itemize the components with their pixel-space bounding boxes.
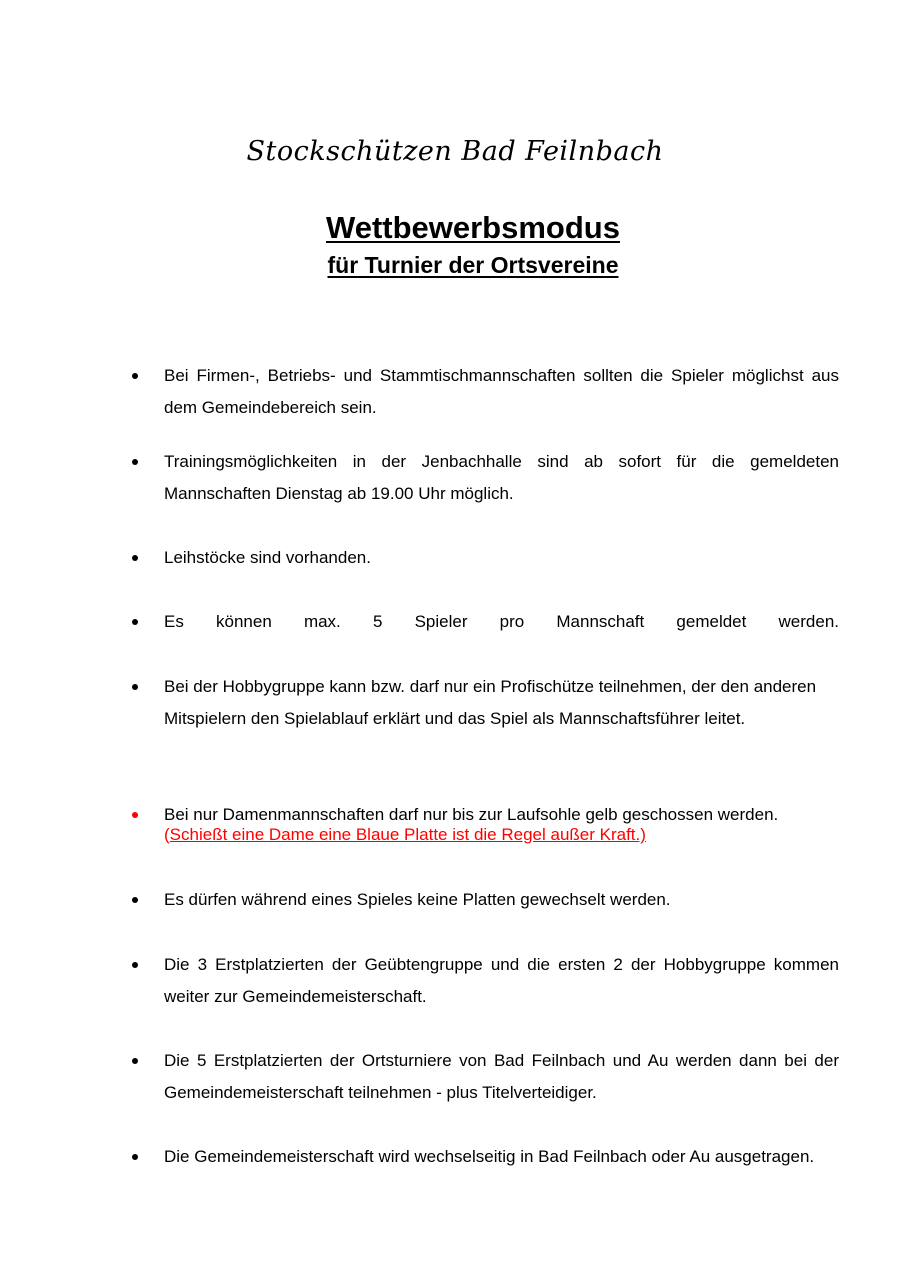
rule-text: Die Gemeindemeisterschaft wird wechselseitig in Bad Feilnbach oder Au ausgetragen. <box>164 1147 815 1166</box>
rule-word: gemeldet <box>676 612 747 631</box>
rule-word: Spieler <box>414 612 468 631</box>
rule-text: Die 3 Erstplatzierten der Geübtengruppe und die ersten 2 der Hobbygruppe kommen weiter zur Gemeindemeisterschaft. <box>164 955 839 1006</box>
rule-text <box>164 805 839 845</box>
club-name: Stockschützen Bad Feilnbach <box>246 136 664 167</box>
rule-word: Es <box>164 612 184 631</box>
rule-word: Mannschaft <box>556 612 645 631</box>
bullet-icon <box>128 1045 142 1077</box>
rule-main-text: Bei nur Damenmannschaften darf nur bis zur Laufsohle gelb geschossen werden. <box>164 805 779 824</box>
rule-text <box>164 606 839 638</box>
rule-text: Bei Firmen-, Betriebs- und Stammtischmannschaften sollten die Spieler möglichst aus dem Gemeindebereich sein. <box>164 366 839 417</box>
rule-text: Trainingsmöglichkeiten in der Jenbachhalle sind ab sofort für die gemeldeten Mannschaften Dienstag ab 19.00 Uhr möglich. <box>164 452 839 503</box>
rule-word: 5 <box>372 612 383 631</box>
rule-word: können <box>216 612 272 631</box>
rule-word: max. <box>303 612 341 631</box>
bullet-icon <box>128 446 142 478</box>
rule-text: Leihstöcke sind vorhanden. <box>164 548 371 567</box>
rule-text: Bei der Hobbygruppe kann bzw. darf nur ein Profischütze teilnehmen, der den anderen Mitspielern den Spielablauf erklärt und das Spiel als Mannschaftsführer leitet. <box>164 677 817 728</box>
rule-word: werden. <box>778 612 839 631</box>
rule-text: Es dürfen während eines Spieles keine Platten gewechselt werden. <box>164 890 671 909</box>
bullet-icon <box>128 799 142 831</box>
page-subtitle: für Turnier der Ortsvereine <box>327 252 619 278</box>
bullet-icon <box>128 884 142 916</box>
bullet-icon <box>128 360 142 392</box>
rule-word: pro <box>499 612 525 631</box>
rule-text: Die 5 Erstplatzierten der Ortsturniere von Bad Feilnbach und Au werden dann bei der Gemeindemeisterschaft teilnehmen - plus Titelverteidiger. <box>164 1051 839 1102</box>
page-title: Wettbewerbsmodus <box>326 210 620 245</box>
bullet-icon <box>128 606 142 638</box>
bullet-icon <box>128 671 142 703</box>
rule-note-open: ( <box>164 825 170 844</box>
bullet-icon <box>128 949 142 981</box>
bullet-icon <box>128 542 142 574</box>
rule-note: Schießt eine Dame eine Blaue Platte ist die Regel außer Kraft.) <box>169 825 646 844</box>
bullet-icon <box>128 1141 142 1173</box>
